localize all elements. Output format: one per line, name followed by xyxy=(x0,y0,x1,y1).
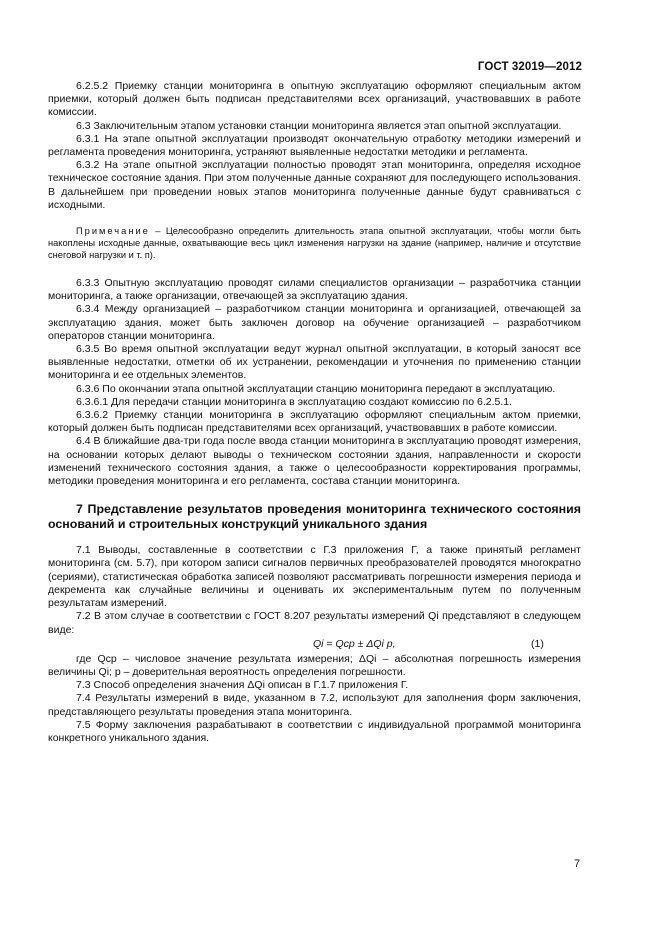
paragraph: 6.3.2 На этапе опытной эксплуатации полностью проводят этап мониторинга, определяя исходное техническое состояние здания. При этом полученные данные сохраняют для последующего использования. В дальнейшем при проведении новых этапов мониторинга полученные данные будут сравниваться с исходными. xyxy=(48,159,581,211)
paragraph: 7.4 Результаты измерений в виде, указанном в 7.2, используют для заполнения форм заключения, представляющего результаты проведения этапа мониторинга. xyxy=(48,692,581,718)
paragraph: 6.3.6 По окончании этапа опытной эксплуатации станцию мониторинга передают в эксплуатацию. xyxy=(76,382,556,395)
paragraph: 7.1 Выводы, составленные в соответствии с Г.3 приложения Г, а также принятый регламент мониторинга (см. 5.7), при котором записи сигналов первичных преобразователей проводятся многократно (сериями), статистическая обработка записей позволяют рассматривать погрешности измерения периода и декремента как случайные величины и оценивать их экспериментальным путем по полученным результатам измерений. xyxy=(48,544,581,610)
note-label: Примечание xyxy=(76,226,150,237)
paragraph: 7.2 В этом случае в соответствии с ГОСТ 8.207 результаты измерений Qi представляют в следующем виде: xyxy=(48,610,581,636)
paragraph: 6.3.4 Между организацией – разработчиком станции мониторинга и организацией, отвечающей за эксплуатацию здания, может быть заключен договор на обучение организацией – разработчиком операторов станции мониторинга. xyxy=(48,303,581,342)
paragraph: 6.2.5.2 Приемку станции мониторинга в опытную эксплуатацию оформляют специальным актом приемки, который должен быть подписан представителями всех организаций, участвовавших в работе комиссии. xyxy=(48,80,581,119)
paragraph: 6.3.1 На этапе опытной эксплуатации производят окончательную отработку методики измерений и регламента проведения мониторинга, устраняют выявленные недостатки методики и регламента. xyxy=(48,132,581,159)
paragraph: 6.3.3 Опытную эксплуатацию проводят силами специалистов организации – разработчика станции мониторинга, а также организации, отвечающей за эксплуатацию здания. xyxy=(48,277,581,303)
paragraph: 6.3.6.2 Приемку станции мониторинга в эксплуатацию оформляют специальным актом приемки, который должен быть подписан представителями всех организаций, участвовавших в работе комиссии. xyxy=(48,409,581,435)
document-header: ГОСТ 32019—2012 xyxy=(477,61,582,73)
paragraph: 6.3.5 Во время опытной эксплуатации ведут журнал опытной эксплуатации, в который заносят все выявленные недостатки, отметки об их устранении, рекомендации и уточнения по применению станции мониторинга и ее отдельных элементов. xyxy=(48,343,581,382)
formula: Qi = Qср ± ΔQi p, xyxy=(313,637,396,650)
section-title: 7 Представление результатов проведения мониторинга технического состояния оснований и строительных конструкций уникального здания xyxy=(48,502,581,532)
document-body xyxy=(48,80,581,745)
paragraph: 6.3 Заключительным этапом установки станции мониторинга является этап опытной эксплуатации. xyxy=(76,119,562,132)
paragraph: 6.3.6.1 Для передачи станции мониторинга в эксплуатацию создают комиссию по 6.2.5.1. xyxy=(76,395,513,408)
note-text: – Целесообразно определить длительность этапа опытной эксплуатации, чтобы могли быть накоплены исходные данные, охватывающие весь цикл изменения нагрузки на здание (например, наличие и отсутствие снеговой нагрузки и т. п). xyxy=(48,226,581,261)
paragraph: 7.5 Форму заключения разрабатывают в соответствии с индивидуальной программой мониторинга конкретного уникального здания. xyxy=(48,718,581,744)
note xyxy=(48,225,581,261)
page-number: 7 xyxy=(574,858,581,870)
paragraph: 6.4 В ближайшие два-три года после ввода станции мониторинга в эксплуатацию проводят измерения, на основании которых делают выводы о техническом состоянии здания, направленности и скорости изменений технического состояния здания, а также о целесообразности корректирования программы, методики проведения мониторинга и его регламента, состава станции мониторинга. xyxy=(48,435,581,488)
formula-line xyxy=(48,637,581,653)
formula-number: (1) xyxy=(531,637,544,650)
paragraph: 7.3 Способ определения значения ΔQi описан в Г.1.7 приложения Г. xyxy=(76,679,409,692)
paragraph: где Qср – числовое значение результата измерения; ΔQi – абсолютная погрешность измерения величины Qi; p – доверительная вероятность определения погрешности. xyxy=(48,652,581,678)
